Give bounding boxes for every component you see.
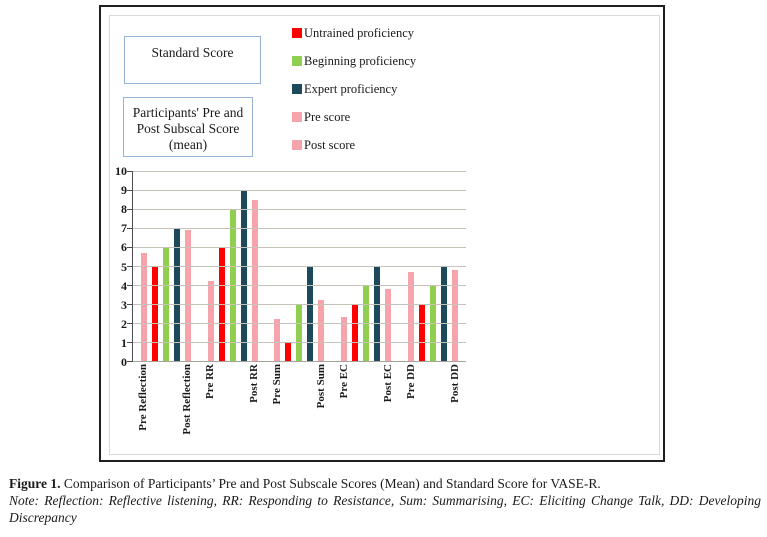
x-axis-label: Post Sum	[314, 364, 327, 409]
legend-item-label: Beginning proficiency	[304, 53, 417, 68]
y-axis-tick-mark	[127, 285, 133, 286]
y-axis-tick-label: 7	[121, 221, 127, 236]
bar	[352, 304, 358, 361]
y-axis-tick-label: 5	[121, 259, 127, 274]
x-label-slot	[382, 364, 393, 460]
x-label-slot	[438, 364, 449, 460]
x-label-slot	[293, 364, 304, 460]
y-axis-tick-mark	[127, 209, 133, 210]
x-label-slot	[138, 364, 149, 460]
x-axis-label: Pre RR	[204, 364, 217, 399]
x-label-slot	[360, 364, 371, 460]
y-axis-tick-mark	[127, 361, 133, 362]
x-axis-label: Pre Reflection	[137, 364, 150, 431]
x-label-slot	[405, 364, 416, 460]
figure-caption	[9, 475, 761, 492]
y-axis-tick-mark	[127, 304, 133, 305]
pink-square-swatch	[292, 140, 302, 150]
bar	[419, 304, 425, 361]
bar	[307, 266, 313, 361]
x-label-slot	[271, 364, 282, 460]
y-axis-tick-mark	[127, 323, 133, 324]
x-label-group	[266, 364, 333, 460]
bar	[208, 281, 214, 361]
x-label-slot	[349, 364, 360, 460]
y-axis-tick-label: 4	[121, 278, 127, 293]
y-axis-tick-label: 8	[121, 202, 127, 217]
bar	[141, 253, 147, 361]
x-label-slot	[182, 364, 193, 460]
y-axis-tick-mark	[127, 266, 133, 267]
x-label-slot	[371, 364, 382, 460]
bar	[252, 200, 258, 362]
gridline	[133, 304, 466, 305]
bar	[318, 300, 324, 361]
x-label-slot	[227, 364, 238, 460]
y-axis-tick-mark	[127, 190, 133, 191]
x-axis-labels	[132, 364, 466, 460]
bar	[441, 266, 447, 361]
x-label-slot	[249, 364, 260, 460]
y-axis-tick-label: 10	[115, 164, 127, 178]
pink-square-swatch	[292, 112, 302, 122]
legend-item-label: Untrained proficiency	[304, 25, 415, 40]
x-label-slot	[149, 364, 160, 460]
x-label-slot	[427, 364, 438, 460]
x-axis-label: Post EC	[381, 364, 394, 403]
y-axis-tick-label: 6	[121, 240, 127, 255]
figure-caption-text: Comparison of Participants’ Pre and Post Subscale Scores (Mean) and Standard Score for VASE-R.	[60, 476, 601, 491]
gridline	[133, 228, 466, 229]
bar	[285, 342, 291, 361]
figure-number-label: Figure 1.	[9, 476, 61, 491]
x-label-group	[132, 364, 199, 460]
green-square-swatch	[292, 56, 302, 66]
gridline	[133, 190, 466, 191]
y-axis-tick-label: 0	[121, 355, 127, 369]
x-label-group	[399, 364, 466, 460]
y-axis-tick-mark	[127, 342, 133, 343]
bar	[241, 190, 247, 361]
x-label-slot	[449, 364, 460, 460]
y-axis-tick-labels	[101, 164, 127, 369]
x-axis-label: Post Reflection	[181, 364, 194, 435]
x-label-slot	[205, 364, 216, 460]
y-axis-tick-mark	[127, 171, 133, 172]
gridline	[133, 342, 466, 343]
gridline	[133, 209, 466, 210]
legend-item	[292, 75, 416, 103]
x-label-slot	[315, 364, 326, 460]
y-axis-tick-label: 3	[121, 297, 127, 312]
x-label-slot	[282, 364, 293, 460]
x-axis-label: Post DD	[448, 364, 461, 403]
legend-item-label: Expert proficiency	[304, 81, 398, 96]
teal-square-swatch	[292, 84, 302, 94]
legend-item	[292, 131, 416, 159]
x-label-group	[199, 364, 266, 460]
legend-item	[292, 103, 416, 131]
participants-score-textbox	[123, 97, 253, 157]
bar	[296, 304, 302, 361]
legend-item-label: Post score	[304, 137, 356, 152]
x-axis-label: Pre DD	[404, 364, 417, 399]
x-axis-label: Pre EC	[337, 364, 350, 399]
red-square-swatch	[292, 28, 302, 38]
x-label-slot	[416, 364, 427, 460]
chart-legend	[292, 19, 416, 159]
standard-score-label: Standard Score	[151, 45, 234, 60]
gridline	[133, 285, 466, 286]
y-axis-tick-label: 1	[121, 335, 127, 350]
y-axis-tick-mark	[127, 228, 133, 229]
x-label-group	[332, 364, 399, 460]
bar	[452, 270, 458, 361]
legend-item	[292, 47, 416, 75]
x-axis-label: Pre Sum	[270, 364, 283, 405]
gridline	[133, 247, 466, 248]
figure-1-panel	[99, 5, 665, 462]
gridline	[133, 323, 466, 324]
legend-item-label: Pre score	[304, 109, 351, 124]
x-label-slot	[160, 364, 171, 460]
x-label-slot	[304, 364, 315, 460]
y-axis-tick-label: 2	[121, 316, 127, 331]
bar	[385, 289, 391, 361]
x-label-slot	[216, 364, 227, 460]
plot-area	[132, 171, 466, 362]
bar	[152, 266, 158, 361]
bar	[374, 266, 380, 361]
standard-score-textbox	[124, 36, 261, 84]
x-axis-label: Post RR	[248, 364, 261, 403]
participants-score-label: Participants' Pre and Post Subscal Score (mean)	[132, 105, 244, 152]
gridline	[133, 266, 466, 267]
figure-note: Note: Reflection: Reflective listening, RR: Responding to Resistance, Sum: Summarising, EC: Eliciting Change Talk, DD: Developing Discrepancy	[9, 493, 761, 525]
y-axis-tick-label: 9	[121, 183, 127, 198]
x-label-slot	[338, 364, 349, 460]
y-axis-tick-mark	[127, 247, 133, 248]
gridline	[133, 171, 466, 172]
bar	[274, 319, 280, 361]
legend-item	[292, 19, 416, 47]
